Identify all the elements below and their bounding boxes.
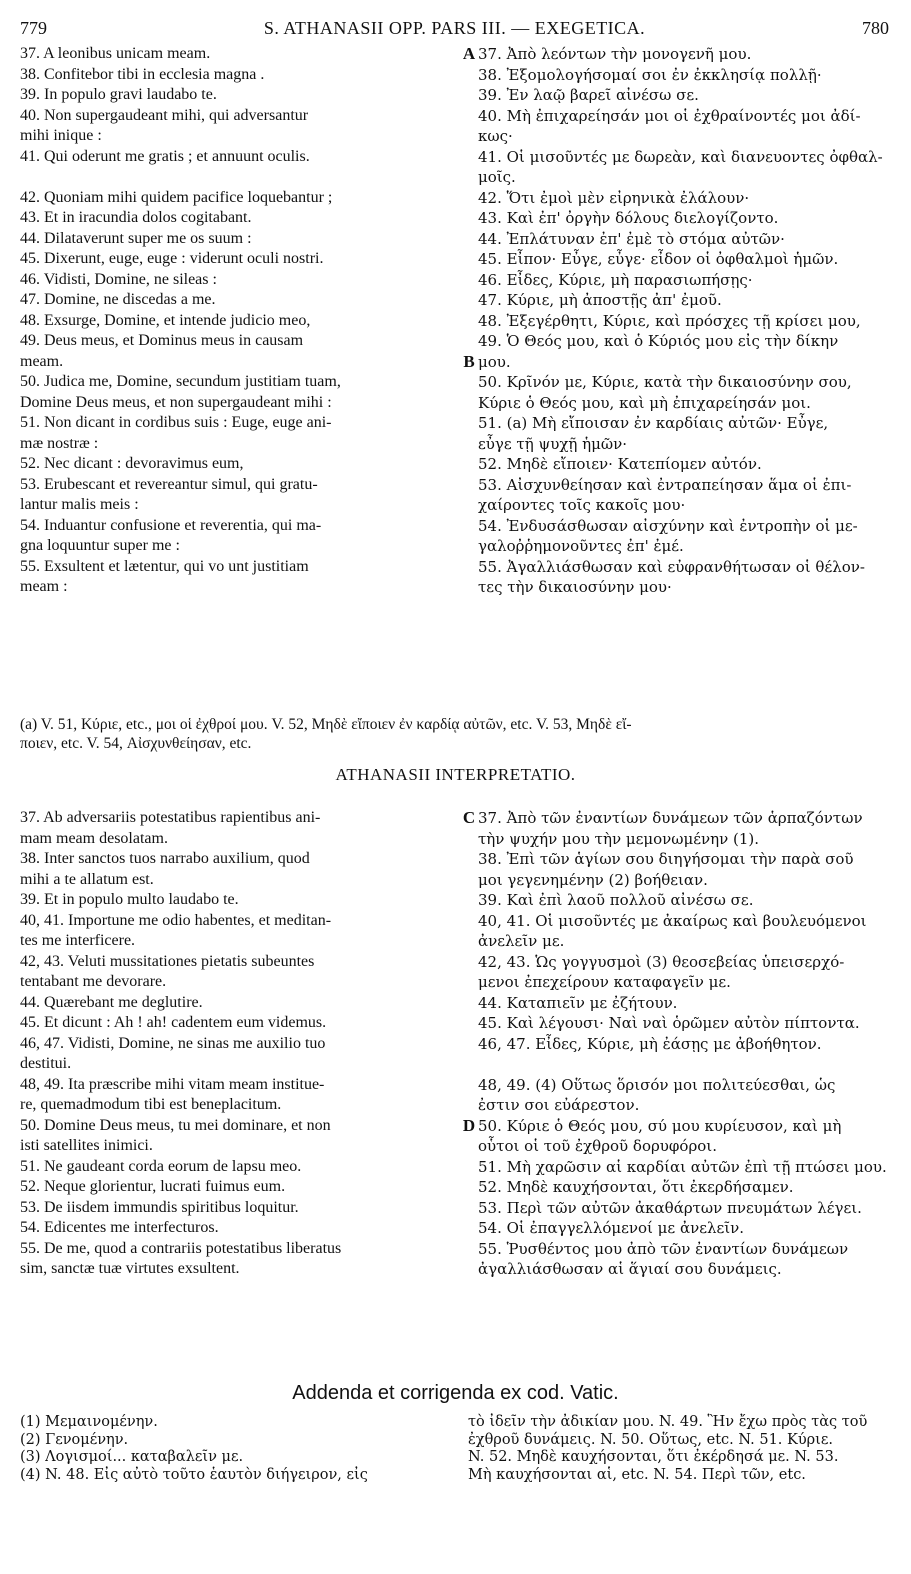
text-line: [20, 829, 891, 850]
margin-letter: [460, 890, 478, 911]
margin-letter: [460, 1075, 478, 1096]
footnote-line: ποιεν, etc. V. 54, Αἰσχυνθείησαν, etc.: [20, 735, 252, 752]
greek-text: 50. Κύριε ὁ Θεός μου, σύ μου κυρίευσον, καὶ μὴ: [478, 1116, 842, 1135]
margin-letter: [460, 229, 478, 250]
margin-letter: [460, 413, 478, 434]
addenda-line: Μὴ καυχήσονται αἱ, etc. N. 54. Περὶ τῶν, etc.: [468, 1466, 806, 1483]
page-header: [20, 18, 889, 40]
text-line: [20, 1013, 891, 1034]
greek-text: 54. Οἱ ἐπαγγελλόμενοί με ἀνελεῖν.: [478, 1219, 745, 1237]
text-line: [20, 290, 891, 311]
text-line: [20, 1239, 891, 1260]
margin-letter: [460, 1157, 478, 1178]
interpretatio-section: [20, 808, 891, 1280]
text-line: [20, 1054, 891, 1075]
margin-letter: [460, 1095, 478, 1116]
text-line: [20, 931, 891, 952]
latin-text: Domine Deus meus, et non supergaudeant mihi :: [20, 393, 332, 411]
margin-letter: [460, 952, 478, 973]
margin-letter: [460, 249, 478, 270]
addenda-line: ἐχθροῦ δυνάμεις. N. 50. Οὕτως, etc. N. 51. Κύριε.: [468, 1431, 833, 1448]
greek-text: 46, 47. Εἶδες, Κύριε, μὴ ἐάσῃς με ἀβοήθητον.: [478, 1034, 822, 1053]
addenda-left-column: [20, 1414, 450, 1484]
margin-letter: [460, 311, 478, 332]
margin-letter: [460, 475, 478, 496]
latin-text: mam meam desolatam.: [20, 829, 168, 847]
latin-text: 51. Non dicant in cordibus suis : Euge, euge ani-: [20, 414, 332, 431]
latin-text: 47. Domine, ne discedas a me.: [20, 291, 216, 308]
text-line: [20, 1136, 891, 1157]
margin-letter: A: [462, 44, 476, 63]
margin-letter: [460, 911, 478, 932]
margin-letter: [460, 972, 478, 993]
margin-letter: [460, 106, 478, 127]
text-line: [20, 413, 891, 434]
greek-text: 55. Ἀγαλλιάσθωσαν καὶ εὐφρανθήτωσαν οἱ θέλον-: [478, 557, 865, 576]
greek-text: 55. Ῥυσθέντος μου ἀπὸ τῶν ἐναντίων δυνάμεων: [478, 1239, 849, 1258]
addenda-title: Addenda et corrigenda ex cod. Vatic.: [292, 1382, 619, 1404]
latin-text: 43. Et in iracundia dolos cogitabant.: [20, 209, 252, 226]
latin-text: 52. Neque glorientur, lucrati fuimus eum.: [20, 1178, 286, 1195]
latin-text: destitui.: [20, 1055, 72, 1072]
text-line: [20, 808, 891, 829]
latin-text: 55. Exsultent et lætentur, qui vo unt justitiam: [20, 557, 309, 575]
latin-text: 48. Exsurge, Domine, et intende judicio meo,: [20, 311, 311, 329]
latin-text: 52. Nec dicant : devoravimus eum,: [20, 455, 244, 472]
latin-text: 53. De iisdem immundis spiritibus loquitur.: [20, 1198, 299, 1216]
text-line: [20, 85, 891, 106]
text-line: [20, 1177, 891, 1198]
greek-text: [478, 1054, 891, 1075]
latin-text: 51. Ne gaudeant corda eorum de lapsu meo.: [20, 1157, 302, 1175]
margin-letter: [460, 1177, 478, 1198]
text-line: [20, 1198, 891, 1219]
latin-text: meam.: [20, 352, 64, 370]
greek-text: γαλοῤῥημονοῦντες ἐπ' ἐμέ.: [478, 537, 684, 555]
greek-text: 37. Ἀπὸ τῶν ἐναντίων δυνάμεων τῶν ἁρπαζόντων: [478, 809, 863, 827]
addenda-line: (2) Γενομένην.: [20, 1431, 129, 1448]
greek-text: 54. Ἐνδυσάσθωσαν αἰσχύνην καὶ ἐντροπὴν οἱ με-: [478, 516, 858, 535]
latin-text: 46, 47. Vidisti, Domine, ne sinas me auxilio tuo: [20, 1034, 326, 1052]
greek-text: 43. Καὶ ἐπ' ὀργὴν δόλους διελογίζοντο.: [478, 209, 779, 227]
greek-text: 39. Ἐν λαῷ βαρεῖ αἰνέσω σε.: [478, 86, 699, 104]
text-line: [20, 372, 891, 393]
section-title: ATHANASII INTERPRETATIO.: [335, 765, 576, 784]
footnote-a: [20, 715, 891, 753]
latin-text: 44. Dilataverunt super me os suum :: [20, 229, 252, 247]
margin-letter: [460, 1218, 478, 1239]
greek-text: τες τὴν δικαιοσύνην μου·: [478, 578, 672, 596]
addenda-line: (3) Λογισμοί... καταβαλεῖν με.: [20, 1449, 244, 1465]
text-line: [20, 495, 891, 516]
margin-letter: [460, 536, 478, 557]
text-line: [20, 890, 891, 911]
greek-text: 52. Μηδὲ εἴποιεν· Κατεπίομεν αὐτόν.: [478, 455, 762, 473]
text-line: [20, 454, 891, 475]
text-line: [20, 972, 891, 993]
greek-text: 44. Καταπιεῖν με ἐζήτουν.: [478, 993, 678, 1012]
text-line: [20, 1075, 891, 1096]
addenda-right-column: [450, 1414, 891, 1484]
margin-letter: [460, 167, 478, 188]
margin-letter: [460, 270, 478, 291]
greek-text: 37. Ἀπὸ λεόντων τὴν μονογενῆ μου.: [478, 45, 752, 63]
latin-text: 49. Deus meus, et Dominus meus in causam: [20, 332, 304, 349]
latin-text: 53. Erubescant et revereantur simul, qui gratu-: [20, 475, 318, 493]
text-line: [20, 1116, 891, 1137]
latin-text: 40. Non supergaudeant mihi, qui adversantur: [20, 106, 309, 124]
margin-letter: [460, 993, 478, 1014]
greek-text: ἀνελεῖν με.: [478, 932, 565, 950]
text-line: [20, 106, 891, 127]
text-line: [20, 1259, 891, 1280]
latin-text: 50. Domine Deus meus, tu mei dominare, et non: [20, 1116, 331, 1134]
margin-letter: [460, 516, 478, 537]
latin-text: isti satellites inimici.: [20, 1137, 153, 1154]
greek-text: 53. Αἰσχυνθείησαν καὶ ἐντραπείησαν ἅμα οἱ ἐπι-: [478, 475, 852, 494]
greek-text: μενοι ἐπεχείρουν καταφαγεῖν με.: [478, 973, 731, 991]
greek-text: 38. Ἐπὶ τῶν ἁγίων σου διηγήσομαι τὴν παρὰ σοῦ: [478, 850, 854, 868]
addenda-line: (1) Μεμαινομένην.: [20, 1414, 158, 1430]
greek-text: κως·: [478, 127, 513, 145]
margin-letter: [460, 331, 478, 352]
margin-letter: C: [462, 808, 476, 827]
latin-text: 39. In populo gravi laudabo te.: [20, 86, 217, 103]
margin-letter: B: [463, 351, 475, 371]
latin-text: [20, 167, 460, 188]
addenda-line: N. 52. Μηδὲ καυχήσονται, ὅτι ἐκέρδησά με. N. 53.: [468, 1449, 839, 1465]
greek-text: μου.: [478, 352, 511, 371]
margin-letter: [460, 290, 478, 311]
text-line: [20, 229, 891, 250]
text-line: [20, 167, 891, 188]
latin-text: 37. Ab adversariis potestatibus rapientibus ani-: [20, 809, 321, 826]
latin-text: 45. Dixerunt, euge, euge : viderunt oculi nostri.: [20, 250, 324, 267]
latin-text: 38. Inter sanctos tuos narrabo auxilium, quod: [20, 850, 310, 867]
greek-text: ἀγαλλιάσθωσαν αἱ ἅγιαί σου δυνάμεις.: [478, 1260, 782, 1278]
latin-text: 42. Quoniam mihi quidem pacifice loquebantur ;: [20, 188, 333, 206]
latin-text: 55. De me, quod a contrariis potestatibus liberatus: [20, 1239, 342, 1257]
running-title: S. ATHANASII OPP. PARS III. — EXEGETICA.: [263, 18, 646, 38]
latin-text: gna loquuntur super me :: [20, 537, 180, 554]
margin-letter: [460, 393, 478, 414]
greek-text: 44. Ἐπλάτυναν ἐπ' ἐμὲ τὸ στόμα αὐτῶν·: [478, 229, 785, 248]
text-line: [20, 993, 891, 1014]
greek-text: 39. Καὶ ἐπὶ λαοῦ πολλοῦ αἰνέσω σε.: [478, 891, 754, 909]
text-line: [20, 557, 891, 578]
latin-text: re, quemadmodum tibi est beneplacitum.: [20, 1096, 282, 1113]
footnote-line: (a) V. 51, Κύριε, etc., μοι οἱ ἐχθροί μου. V. 52, Μηδὲ εἴποιεν ἐν καρδίᾳ αὐτῶν, etc. V. 53, Μηδὲ εἴ-: [20, 716, 632, 733]
greek-text: 50. Κρῖνόν με, Κύριε, κατὰ τὴν δικαιοσύνην σου,: [478, 373, 852, 391]
addenda-line: (4) N. 48. Εἰς αὐτὸ τοῦτο ἑαυτὸν διήγειρον, εἰς: [20, 1466, 368, 1483]
latin-text: 50. Judica me, Domine, secundum justitiam tuam,: [20, 373, 341, 390]
greek-text: μοι γεγενημένην (2) βοήθειαν.: [478, 870, 708, 889]
latin-text: meam :: [20, 578, 68, 595]
latin-text: 41. Qui oderunt me gratis ; et annuunt oculis.: [20, 147, 310, 165]
margin-letter: [460, 1034, 478, 1055]
latin-text: 45. Et dicunt : Ah ! ah! cadentem eum videmus.: [20, 1014, 327, 1031]
latin-text: 39. Et in populo multo laudabo te.: [20, 891, 239, 908]
text-line: [20, 147, 891, 168]
text-line: [20, 393, 891, 414]
greek-text: 40. Μὴ ἐπιχαρείησάν μοι οἱ ἐχθραίνοντές μοι ἀδί-: [478, 106, 861, 125]
greek-text: τὴν ψυχήν μου τὴν μεμονωμένην (1).: [478, 829, 760, 848]
text-line: [20, 516, 891, 537]
text-line: [20, 952, 891, 973]
greek-text: 47. Κύριε, μὴ ἀποστῇς ἀπ' ἐμοῦ.: [478, 291, 722, 309]
text-line: [20, 434, 891, 455]
greek-text: οὗτοι οἱ τοῦ ἐχθροῦ δορυφόροι.: [478, 1137, 717, 1155]
text-line: [20, 870, 891, 891]
greek-text: 42. Ὅτι ἐμοὶ μὲν εἰρηνικὰ ἐλάλουν·: [478, 188, 750, 207]
margin-letter: [460, 577, 478, 598]
latin-text: mæ nostræ :: [20, 434, 99, 452]
margin-letter: [460, 1239, 478, 1260]
text-line: [20, 311, 891, 332]
greek-text: 45. Εἶπον· Εὖγε, εὖγε· εἶδον οἱ ὀφθαλμοὶ ἡμῶν.: [478, 250, 839, 268]
latin-text: sim, sanctæ tuæ virtutes exsultent.: [20, 1260, 240, 1277]
addenda-notes: [20, 1414, 891, 1484]
left-page-number: 779: [20, 18, 47, 38]
margin-letter: [460, 829, 478, 850]
text-line: [20, 352, 891, 373]
latin-text: tentabant me devorare.: [20, 973, 167, 990]
margin-letter: [460, 65, 478, 86]
greek-text: 53. Περὶ τῶν αὐτῶν ἀκαθάρτων πνευμάτων λέγει.: [478, 1198, 862, 1217]
margin-letter: [460, 454, 478, 475]
text-line: [20, 1218, 891, 1239]
greek-text: ἐστιν σοι εὐάρεστον.: [478, 1096, 640, 1114]
text-line: [20, 911, 891, 932]
latin-text: lantur malis meis :: [20, 496, 139, 513]
text-line: [20, 331, 891, 352]
latin-text: 44. Quærebant me deglutire.: [20, 993, 203, 1011]
latin-text: mihi a te allatum est.: [20, 870, 154, 888]
margin-letter: [460, 188, 478, 209]
latin-text: 48, 49. Ita præscribe mihi vitam meam institue-: [20, 1075, 325, 1093]
latin-text: mihi inique :: [20, 127, 102, 144]
greek-text: 41. Οἱ μισοῦντές με δωρεὰν, καὶ διανευοντες ὀφθαλ-: [478, 147, 883, 166]
margin-letter: [460, 849, 478, 870]
greek-text: 45. Καὶ λέγουσι· Ναὶ ναὶ ὁρῶμεν αὐτὸν πίπτοντα.: [478, 1014, 860, 1032]
greek-text: 48, 49. (4) Οὕτως ὅρισόν μοι πολιτεύεσθαι, ὡς: [478, 1075, 836, 1094]
margin-letter: [460, 126, 478, 147]
greek-text: 42, 43. Ὡς γογγυσμοὶ (3) θεοσεβείας ὑπεισερχό-: [478, 952, 845, 971]
text-line: [20, 1095, 891, 1116]
greek-text: 40, 41. Οἱ μισοῦντές με ἀκαίρως καὶ βουλευόμενοι: [478, 911, 867, 930]
margin-letter: [460, 931, 478, 952]
margin-letter: D: [462, 1115, 476, 1135]
text-line: [20, 1157, 891, 1178]
margin-letter: [460, 372, 478, 393]
greek-text: εὖγε τῇ ψυχῇ ἡμῶν·: [478, 434, 628, 453]
psalm-text-section: [20, 44, 891, 598]
text-line: [20, 44, 891, 65]
margin-letter: [460, 208, 478, 229]
right-page-number: 780: [862, 18, 889, 38]
text-line: [20, 849, 891, 870]
margin-letter: [460, 1198, 478, 1219]
latin-text: tes me interficere.: [20, 932, 136, 949]
margin-letter: [460, 495, 478, 516]
text-line: [20, 475, 891, 496]
text-line: [20, 65, 891, 86]
latin-text: 40, 41. Importune me odio habentes, et meditan-: [20, 911, 332, 929]
greek-text: Κύριε ὁ Θεός μου, καὶ μὴ ἐπιχαρείησάν μοι.: [478, 393, 811, 412]
greek-text: 48. Ἐξεγέρθητι, Κύριε, καὶ πρόσχες τῇ κρίσει μου,: [478, 311, 861, 330]
margin-letter: [460, 1054, 478, 1075]
latin-text: 38. Confitebor tibi in ecclesia magna .: [20, 65, 265, 83]
latin-text: 54. Induantur confusione et reverentia, qui ma-: [20, 516, 322, 534]
latin-text: 46. Vidisti, Domine, ne sileas :: [20, 270, 217, 288]
text-line: [20, 1034, 891, 1055]
margin-letter: [460, 434, 478, 455]
text-line: [20, 188, 891, 209]
greek-text: μοῖς.: [478, 168, 516, 186]
latin-text: 37. A leonibus unicam meam.: [20, 45, 211, 62]
greek-text: 38. Ἐξομολογήσομαί σοι ἐν ἐκκλησίᾳ πολλῇ·: [478, 65, 822, 84]
margin-letter: [460, 85, 478, 106]
margin-letter: [460, 1013, 478, 1034]
text-line: [20, 577, 891, 598]
text-line: [20, 126, 891, 147]
greek-text: 46. Εἶδες, Κύριε, μὴ παρασιωπήσῃς·: [478, 270, 753, 289]
greek-text: 49. Ὁ Θεός μου, καὶ ὁ Κύριός μου εἰς τὴν δίκην: [478, 332, 839, 350]
text-line: [20, 208, 891, 229]
margin-letter: [460, 870, 478, 891]
addenda-line: τὸ ἰδεῖν τὴν ἀδικίαν μου. N. 49. Ἣν ἔχω πρὸς τὰς τοῦ: [468, 1414, 868, 1430]
text-line: [20, 249, 891, 270]
latin-text: 54. Edicentes me interfecturos.: [20, 1219, 219, 1236]
greek-text: 52. Μηδὲ καυχήσονται, ὅτι ἐκερδήσαμεν.: [478, 1178, 794, 1196]
text-line: [20, 270, 891, 291]
greek-text: χαίροντες τοῖς κακοῖς μου·: [478, 496, 686, 514]
margin-letter: [460, 1136, 478, 1157]
greek-text: 51. (a) Μὴ εἴποισαν ἐν καρδίαις αὐτῶν· Εὖγε,: [478, 414, 829, 432]
margin-letter: [460, 1259, 478, 1280]
margin-letter: [460, 147, 478, 168]
greek-text: 51. Μὴ χαρῶσιν αἱ καρδίαι αὐτῶν ἐπὶ τῇ πτώσει μου.: [478, 1157, 887, 1176]
margin-letter: [460, 557, 478, 578]
text-line: [20, 536, 891, 557]
latin-text: 42, 43. Veluti mussitationes pietatis subeuntes: [20, 952, 315, 970]
